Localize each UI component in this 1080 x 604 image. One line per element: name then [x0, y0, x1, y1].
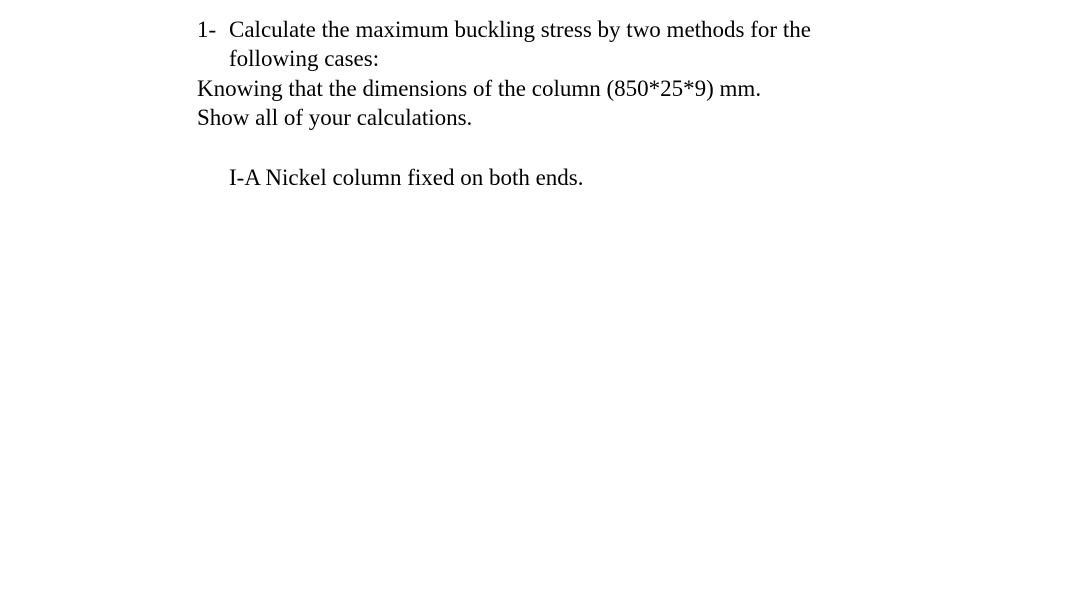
case-item: I-A Nickel column fixed on both ends. [229, 165, 584, 190]
question-number: 1- [197, 17, 217, 42]
instruction-text: Show all of your calculations. [197, 105, 473, 130]
question-text-line-1: Calculate the maximum buckling stress by two methods for the [229, 17, 811, 42]
given-dimensions: Knowing that the dimensions of the column (850*25*9) mm. [197, 76, 762, 101]
question-text-line-2: following cases: [229, 46, 380, 71]
